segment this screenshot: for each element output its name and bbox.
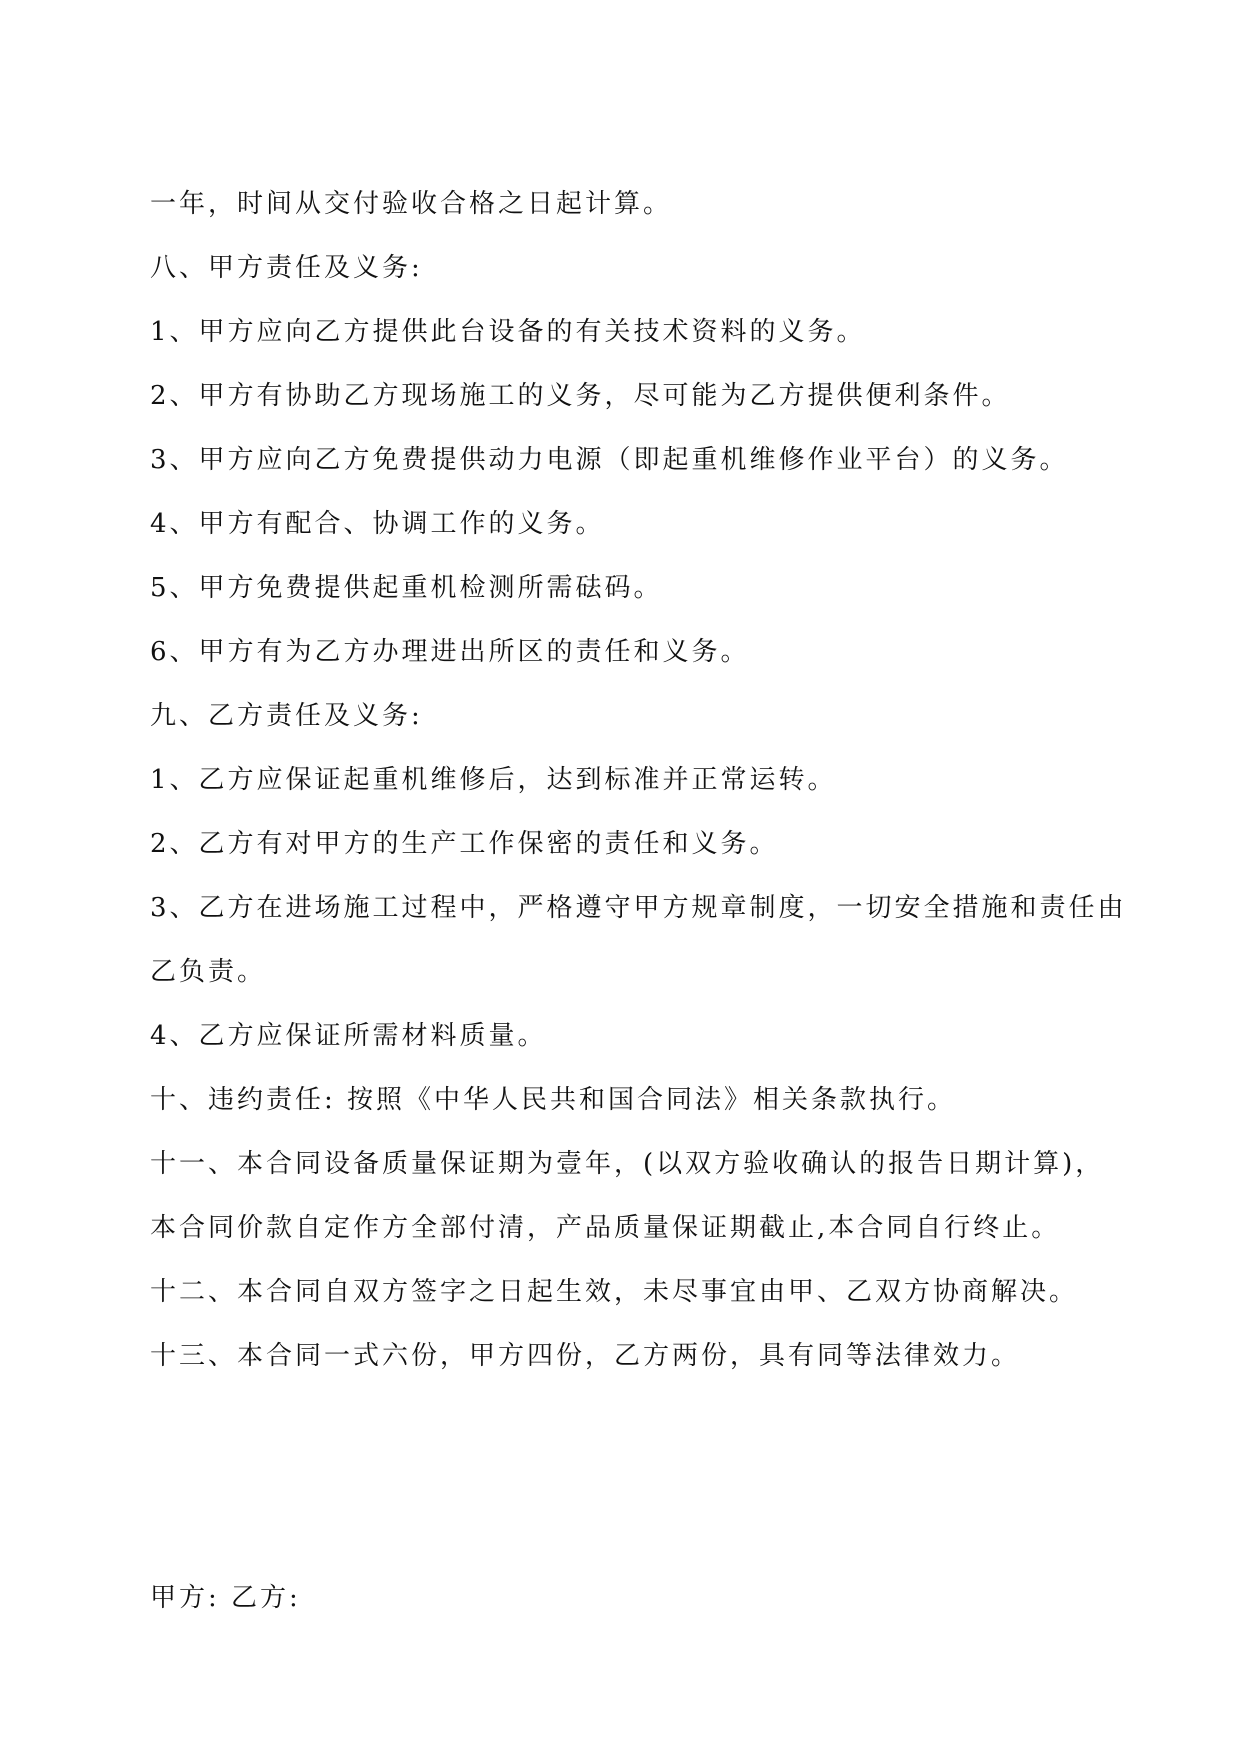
section-heading: 九、乙方责任及义务: [150,701,423,731]
clause-line: 1、甲方应向乙方提供此台设备的有关技术资料的义务。 [150,317,866,347]
clause-line: 本合同价款自定作方全部付清，产品质量保证期截止,本合同自行终止。 [150,1213,1061,1243]
signature-line: 甲方: 乙方: [150,1583,301,1613]
clause-line: 4、甲方有配合、协调工作的义务。 [150,509,605,539]
clause-line: 6、甲方有为乙方办理进出所区的责任和义务。 [150,637,750,667]
clause-line: 1、乙方应保证起重机维修后，达到标准并正常运转。 [150,765,837,795]
clause-line: 2、甲方有协助乙方现场施工的义务，尽可能为乙方提供便利条件。 [150,381,1011,411]
clause-line: 3、乙方在进场施工过程中，严格遵守甲方规章制度，一切安全措施和责任由 [150,893,1127,923]
clause-line: 乙负责。 [150,957,267,987]
section-heading: 十一、本合同设备质量保证期为壹年，(以双方验收确认的报告日期计算)， [150,1149,1105,1179]
clause-line: 一年，时间从交付验收合格之日起计算。 [150,189,673,219]
section-heading: 十二、本合同自双方签字之日起生效，未尽事宜由甲、乙双方协商解决。 [150,1277,1079,1307]
clause-line: 2、乙方有对甲方的生产工作保密的责任和义务。 [150,829,779,859]
section-heading: 十三、本合同一式六份，甲方四份，乙方两份，具有同等法律效力。 [150,1341,1021,1371]
clause-line: 3、甲方应向乙方免费提供动力电源（即起重机维修作业平台）的义务。 [150,445,1069,475]
clause-line: 4、乙方应保证所需材料质量。 [150,1021,547,1051]
section-heading: 十、违约责任: 按照《中华人民共和国合同法》相关条款执行。 [150,1085,957,1115]
clause-line: 5、甲方免费提供起重机检测所需砝码。 [150,573,663,603]
contract-body [150,172,1130,1388]
section-heading: 八、甲方责任及义务: [150,253,423,283]
